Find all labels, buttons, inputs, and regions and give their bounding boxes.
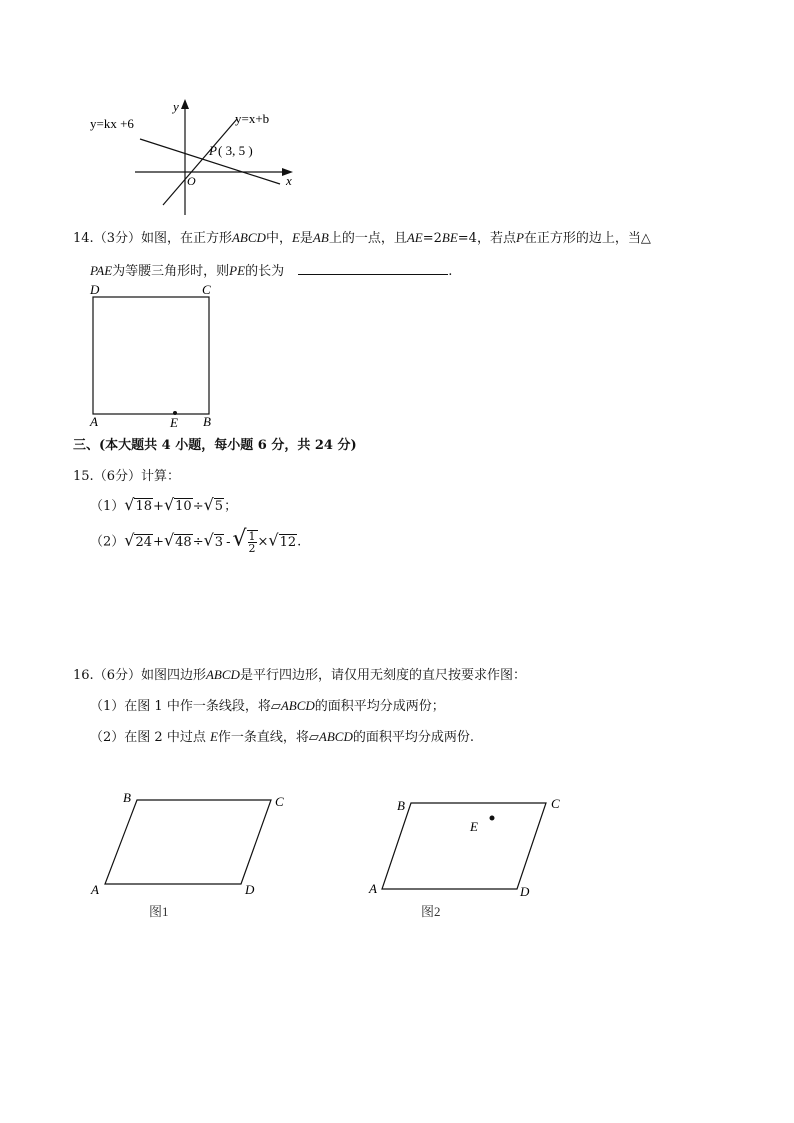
sqrt-icon: √ (124, 530, 135, 550)
q14-ab: AB (312, 230, 329, 245)
sqrt-icon: √ (232, 526, 247, 552)
radicand: 48 (175, 534, 192, 550)
q15-part1 (90, 496, 237, 516)
q16-text: 的面积平均分成两份； (314, 699, 445, 714)
q14-be: BE (441, 230, 458, 245)
radicand: 24 (135, 534, 153, 550)
q16-part2 (90, 728, 474, 747)
q14-ae: AE (406, 230, 423, 245)
q15-prompt: 计算： (140, 469, 180, 484)
vertex-c: C (202, 282, 211, 297)
q16-abcd: ABCD (318, 729, 353, 744)
fraction-denominator: 2 (248, 542, 256, 555)
q14-line1 (73, 229, 651, 248)
operator: + (153, 499, 164, 514)
vertex-e: E (470, 819, 478, 834)
q14-text: 如图，在正方形 (140, 231, 232, 246)
vertex-a: A (369, 881, 377, 896)
vertex-b: B (203, 414, 211, 429)
line2-label: y=x+b (235, 111, 270, 126)
q16-p1-label: （1） (90, 699, 125, 714)
fraction-numerator: 1 (248, 530, 256, 543)
origin-label: O (187, 174, 196, 188)
sqrt-icon: √ (163, 530, 175, 550)
vertex-d: D (245, 882, 255, 897)
vertex-d: D (520, 884, 530, 899)
vertex-d: D (90, 282, 100, 297)
q14-text: =2 (422, 231, 442, 246)
vertex-b: B (397, 798, 405, 813)
q14-text: 在正方形的边上，当△ (523, 231, 651, 246)
parallelogram-abcd-2 (382, 803, 546, 889)
q16-e: E (209, 729, 218, 744)
sqrt-icon: √ (203, 530, 214, 550)
operator: - (226, 534, 231, 550)
y-axis-label: y (173, 99, 179, 114)
q16-abcd: ABCD (205, 667, 240, 682)
operator: ÷ (192, 534, 204, 550)
q14-text: 为等腰三角形时，则 (112, 264, 230, 279)
q14-text: 的长为 (245, 264, 285, 279)
q14-p: P (515, 230, 524, 245)
radicand: 10 (175, 499, 192, 514)
vertex-c: C (275, 794, 284, 809)
q15-p2-label: （2） (90, 534, 125, 550)
x-axis-label: x (286, 173, 292, 188)
q16-text: 是平行四边形，请仅用无刻度的直尺按要求作图： (239, 668, 526, 683)
q14-text: 是 (299, 231, 313, 246)
q16-part1 (90, 697, 445, 716)
q16-text: 作一条直线，将▱ (217, 730, 319, 745)
answer-blank[interactable] (298, 260, 448, 275)
vertex-b: B (123, 790, 131, 805)
q16-text: 在图 2 中过点 (124, 730, 206, 745)
q15-header (73, 468, 180, 486)
q16-line1 (73, 666, 526, 685)
parallelogram-abcd-1 (105, 800, 271, 884)
q14-number: 14. (73, 231, 94, 246)
q16-p2-label: （2） (90, 730, 125, 745)
radicand: 12 (279, 534, 297, 550)
q15-p1-label: （1） (90, 499, 125, 514)
q16-text: 在图 1 中作一条线段，将▱ (124, 699, 281, 714)
q14-pe: PE (229, 263, 246, 278)
figure-caption: 图1 (149, 904, 169, 919)
q15-part2 (90, 526, 302, 555)
radicand: 3 (214, 534, 224, 550)
parallelogram-figure-2 (365, 790, 585, 925)
sqrt-icon: √ (203, 495, 214, 514)
q16-abcd: ABCD (280, 698, 315, 713)
vertex-a: A (91, 882, 99, 897)
point-p-coords: ( 3, 5 ) (218, 143, 253, 158)
vertex-e: E (170, 415, 178, 430)
sqrt-icon: √ (268, 530, 279, 550)
vertex-c: C (551, 796, 560, 811)
q14-text: 上的一点，且 (328, 231, 407, 246)
y-axis-arrow (181, 99, 189, 109)
q14-pae: PAE (90, 263, 113, 278)
q14-score: （3分） (93, 231, 141, 246)
q14-abcd: ABCD (231, 230, 266, 245)
square-abcd-figure (85, 282, 225, 430)
parallelogram-figure-1 (85, 788, 305, 923)
section3-title: 三、(本大题共 4 小题，每小题 6 分，共 24 分) (73, 438, 357, 453)
q14-text: 中， (265, 231, 292, 246)
vertex-a: A (90, 414, 98, 429)
operator: + (153, 534, 164, 550)
radicand: 18 (135, 499, 153, 514)
q16-text: 的面积平均分成两份. (352, 730, 475, 745)
line-x-plus-b (163, 119, 237, 205)
operator: ÷ (192, 499, 204, 514)
point-p-label: P (209, 143, 217, 158)
q16-number: 16. (73, 668, 94, 683)
q15-score: （6分） (93, 469, 141, 484)
square-abcd (93, 297, 209, 414)
linear-functions-graph (80, 95, 310, 220)
figure-caption: 图2 (421, 904, 441, 919)
q14-e: E (291, 230, 300, 245)
q14-text: . (448, 264, 453, 279)
q15-number: 15. (73, 469, 94, 484)
radicand: 5 (214, 499, 224, 514)
sqrt-icon: √ (124, 495, 135, 514)
point-e (490, 816, 495, 821)
q14-line2 (90, 260, 452, 281)
q16-text: 如图四边形 (140, 668, 206, 683)
punct: ； (224, 499, 238, 514)
fraction (247, 530, 258, 554)
line1-label: y=kx +6 (90, 116, 134, 131)
q16-score: （6分） (93, 668, 141, 683)
punct: . (297, 534, 302, 550)
operator: × (257, 534, 269, 550)
sqrt-icon: √ (163, 495, 175, 514)
q14-text: =4，若点 (457, 231, 516, 246)
